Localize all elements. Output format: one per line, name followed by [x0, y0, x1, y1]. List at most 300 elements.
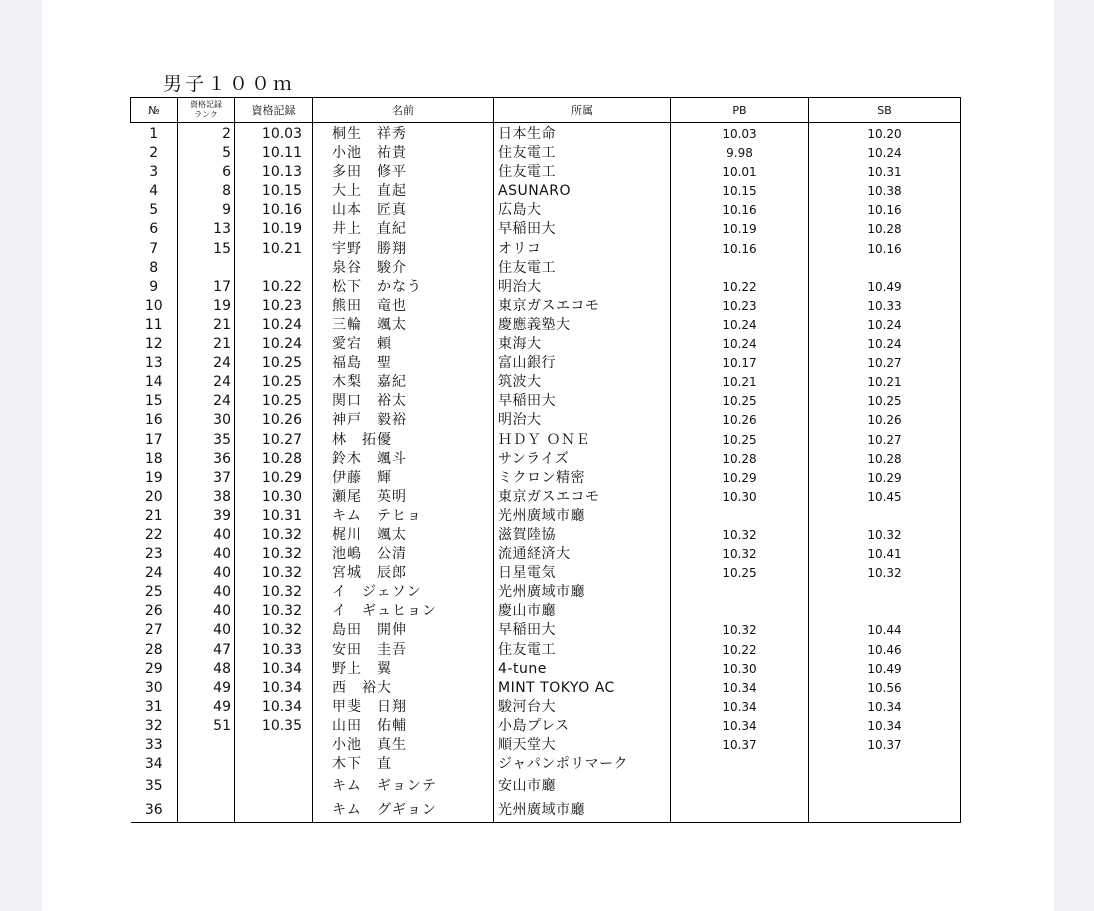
- table-row: [131, 182, 961, 201]
- cell-name: 西 裕大: [313, 679, 494, 698]
- table-row: [131, 259, 961, 278]
- cell-no: 6: [131, 220, 178, 239]
- table-row: [131, 717, 961, 736]
- cell-pb: 10.24: [671, 316, 809, 335]
- cell-record: 10.24: [235, 316, 313, 335]
- header-record: 資格記録: [235, 98, 313, 123]
- cell-team: 広島大: [494, 201, 671, 220]
- cell-sb: 10.33: [809, 297, 961, 316]
- cell-name: キム テヒョ: [313, 507, 494, 526]
- cell-sb: 10.26: [809, 411, 961, 430]
- cell-rank: 40: [178, 564, 235, 583]
- cell-pb: [671, 755, 809, 774]
- cell-team: 駿河台大: [494, 698, 671, 717]
- cell-sb: 10.28: [809, 220, 961, 239]
- cell-pb: 10.28: [671, 450, 809, 469]
- cell-team: 東海大: [494, 335, 671, 354]
- cell-sb: 10.45: [809, 488, 961, 507]
- cell-no: 21: [131, 507, 178, 526]
- cell-no: 29: [131, 660, 178, 679]
- cell-pb: 10.16: [671, 201, 809, 220]
- table-row: [131, 602, 961, 621]
- cell-sb: 10.56: [809, 679, 961, 698]
- cell-sb: 10.32: [809, 564, 961, 583]
- cell-name: 井上 直紀: [313, 220, 494, 239]
- cell-no: 26: [131, 602, 178, 621]
- cell-pb: 10.19: [671, 220, 809, 239]
- cell-rank: 24: [178, 392, 235, 411]
- cell-name: 桐生 祥秀: [313, 123, 494, 145]
- cell-team: 光州廣域市廳: [494, 798, 671, 823]
- cell-sb: 10.21: [809, 373, 961, 392]
- cell-no: 24: [131, 564, 178, 583]
- cell-rank: [178, 259, 235, 278]
- cell-no: 23: [131, 545, 178, 564]
- cell-rank: 40: [178, 583, 235, 602]
- table-row: [131, 144, 961, 163]
- cell-no: 17: [131, 431, 178, 450]
- cell-sb: 10.38: [809, 182, 961, 201]
- cell-record: 10.30: [235, 488, 313, 507]
- cell-record: 10.25: [235, 354, 313, 373]
- cell-sb: 10.34: [809, 698, 961, 717]
- cell-team: サンライズ: [494, 450, 671, 469]
- cell-pb: 10.25: [671, 564, 809, 583]
- cell-no: 30: [131, 679, 178, 698]
- cell-no: 28: [131, 641, 178, 660]
- cell-rank: 48: [178, 660, 235, 679]
- cell-rank: 49: [178, 679, 235, 698]
- table-row: [131, 278, 961, 297]
- cell-no: 13: [131, 354, 178, 373]
- cell-pb: 10.34: [671, 717, 809, 736]
- cell-record: [235, 755, 313, 774]
- table-row: [131, 755, 961, 774]
- table-row: [131, 354, 961, 373]
- cell-name: 瀬尾 英明: [313, 488, 494, 507]
- cell-pb: 10.26: [671, 411, 809, 430]
- cell-rank: 35: [178, 431, 235, 450]
- cell-pb: 10.23: [671, 297, 809, 316]
- cell-name: 多田 修平: [313, 163, 494, 182]
- table-row: [131, 373, 961, 392]
- header-no: №: [131, 98, 178, 123]
- cell-team: 富山銀行: [494, 354, 671, 373]
- cell-name: 伊藤 輝: [313, 469, 494, 488]
- table-row: [131, 488, 961, 507]
- cell-name: 山田 佑輔: [313, 717, 494, 736]
- cell-rank: 6: [178, 163, 235, 182]
- cell-record: 10.23: [235, 297, 313, 316]
- cell-name: 三輪 颯太: [313, 316, 494, 335]
- cell-rank: 24: [178, 373, 235, 392]
- cell-pb: 10.30: [671, 660, 809, 679]
- cell-sb: 10.41: [809, 545, 961, 564]
- cell-record: 10.32: [235, 545, 313, 564]
- cell-pb: 10.03: [671, 123, 809, 145]
- table-row: [131, 469, 961, 488]
- cell-no: 27: [131, 621, 178, 640]
- cell-name: 愛宕 頼: [313, 335, 494, 354]
- cell-pb: 10.24: [671, 335, 809, 354]
- cell-pb: 10.21: [671, 373, 809, 392]
- cell-team: 明治大: [494, 411, 671, 430]
- cell-rank: [178, 736, 235, 755]
- cell-name: 池嶋 公清: [313, 545, 494, 564]
- cell-no: 8: [131, 259, 178, 278]
- cell-name: イ ギュヒョン: [313, 602, 494, 621]
- cell-pb: 10.37: [671, 736, 809, 755]
- cell-sb: 10.24: [809, 335, 961, 354]
- cell-no: 2: [131, 144, 178, 163]
- cell-no: 25: [131, 583, 178, 602]
- cell-no: 7: [131, 240, 178, 259]
- cell-pb: 10.25: [671, 431, 809, 450]
- cell-team: 住友電工: [494, 144, 671, 163]
- cell-no: 9: [131, 278, 178, 297]
- cell-sb: 10.32: [809, 526, 961, 545]
- cell-sb: 10.27: [809, 431, 961, 450]
- table-row: [131, 564, 961, 583]
- cell-no: 12: [131, 335, 178, 354]
- cell-record: 10.15: [235, 182, 313, 201]
- cell-pb: 10.32: [671, 526, 809, 545]
- cell-no: 34: [131, 755, 178, 774]
- cell-sb: 10.27: [809, 354, 961, 373]
- table-row: [131, 736, 961, 755]
- cell-pb: 10.01: [671, 163, 809, 182]
- cell-no: 19: [131, 469, 178, 488]
- cell-pb: 10.29: [671, 469, 809, 488]
- table-row: [131, 297, 961, 316]
- cell-rank: 8: [178, 182, 235, 201]
- cell-name: 福島 聖: [313, 354, 494, 373]
- cell-team: 滋賀陸協: [494, 526, 671, 545]
- cell-record: 10.32: [235, 526, 313, 545]
- cell-pb: 10.30: [671, 488, 809, 507]
- cell-pb: 10.34: [671, 679, 809, 698]
- cell-pb: [671, 798, 809, 823]
- cell-team: 早稲田大: [494, 392, 671, 411]
- cell-no: 36: [131, 798, 178, 823]
- table-row: [131, 450, 961, 469]
- cell-team: 明治大: [494, 278, 671, 297]
- cell-record: 10.26: [235, 411, 313, 430]
- cell-name: キム ギョンテ: [313, 774, 494, 798]
- cell-pb: 9.98: [671, 144, 809, 163]
- cell-no: 31: [131, 698, 178, 717]
- cell-name: 山本 匠真: [313, 201, 494, 220]
- table-row: [131, 621, 961, 640]
- cell-name: 大上 直起: [313, 182, 494, 201]
- table-row: [131, 774, 961, 798]
- cell-no: 5: [131, 201, 178, 220]
- cell-team: 筑波大: [494, 373, 671, 392]
- cell-team: 日本生命: [494, 123, 671, 145]
- cell-record: [235, 774, 313, 798]
- cell-team: ＨＤＹ ＯＮＥ: [494, 431, 671, 450]
- cell-pb: 10.15: [671, 182, 809, 201]
- cell-pb: 10.22: [671, 278, 809, 297]
- cell-record: 10.25: [235, 392, 313, 411]
- table-row: [131, 240, 961, 259]
- cell-record: [235, 259, 313, 278]
- cell-rank: 17: [178, 278, 235, 297]
- cell-sb: 10.44: [809, 621, 961, 640]
- cell-name: 島田 開伸: [313, 621, 494, 640]
- cell-record: 10.33: [235, 641, 313, 660]
- cell-record: 10.35: [235, 717, 313, 736]
- cell-name: 宮城 辰郎: [313, 564, 494, 583]
- cell-sb: 10.31: [809, 163, 961, 182]
- cell-sb: [809, 602, 961, 621]
- cell-name: 神戸 毅裕: [313, 411, 494, 430]
- cell-team: 安山市廳: [494, 774, 671, 798]
- cell-no: 35: [131, 774, 178, 798]
- cell-record: 10.27: [235, 431, 313, 450]
- cell-name: 泉谷 駿介: [313, 259, 494, 278]
- cell-name: 関口 裕太: [313, 392, 494, 411]
- cell-rank: 36: [178, 450, 235, 469]
- table-row: [131, 316, 961, 335]
- cell-record: 10.28: [235, 450, 313, 469]
- cell-team: 光州廣域市廳: [494, 507, 671, 526]
- cell-name: 甲斐 日翔: [313, 698, 494, 717]
- cell-team: 順天堂大: [494, 736, 671, 755]
- table-row: [131, 392, 961, 411]
- cell-name: 松下 かなう: [313, 278, 494, 297]
- cell-team: 慶應義塾大: [494, 316, 671, 335]
- cell-rank: 37: [178, 469, 235, 488]
- cell-sb: 10.49: [809, 660, 961, 679]
- cell-team: ジャパンポリマーク: [494, 755, 671, 774]
- cell-record: [235, 736, 313, 755]
- cell-pb: 10.32: [671, 621, 809, 640]
- cell-no: 20: [131, 488, 178, 507]
- cell-rank: 39: [178, 507, 235, 526]
- cell-name: 林 拓優: [313, 431, 494, 450]
- cell-pb: [671, 259, 809, 278]
- cell-name: 安田 圭吾: [313, 641, 494, 660]
- cell-record: 10.19: [235, 220, 313, 239]
- cell-rank: 40: [178, 621, 235, 640]
- cell-name: キム グギョン: [313, 798, 494, 823]
- table-row: [131, 526, 961, 545]
- cell-name: 木梨 嘉紀: [313, 373, 494, 392]
- cell-record: 10.11: [235, 144, 313, 163]
- cell-sb: 10.28: [809, 450, 961, 469]
- cell-rank: [178, 798, 235, 823]
- table-row: [131, 641, 961, 660]
- cell-sb: 10.49: [809, 278, 961, 297]
- cell-name: 木下 直: [313, 755, 494, 774]
- cell-sb: 10.29: [809, 469, 961, 488]
- cell-pb: [671, 583, 809, 602]
- header-name: 名前: [313, 98, 494, 123]
- cell-no: 32: [131, 717, 178, 736]
- cell-rank: 2: [178, 123, 235, 145]
- cell-sb: 10.34: [809, 717, 961, 736]
- cell-sb: 10.24: [809, 316, 961, 335]
- cell-sb: [809, 259, 961, 278]
- cell-record: 10.32: [235, 602, 313, 621]
- cell-record: [235, 798, 313, 823]
- cell-record: 10.13: [235, 163, 313, 182]
- cell-team: 住友電工: [494, 259, 671, 278]
- cell-team: 東京ガスエコモ: [494, 488, 671, 507]
- cell-sb: 10.25: [809, 392, 961, 411]
- cell-pb: 10.34: [671, 698, 809, 717]
- cell-team: 流通経済大: [494, 545, 671, 564]
- table-row: [131, 163, 961, 182]
- cell-name: 小池 真生: [313, 736, 494, 755]
- cell-no: 18: [131, 450, 178, 469]
- cell-record: 10.25: [235, 373, 313, 392]
- cell-rank: 19: [178, 297, 235, 316]
- cell-sb: [809, 755, 961, 774]
- cell-rank: 40: [178, 526, 235, 545]
- cell-rank: 21: [178, 335, 235, 354]
- header-pb: PB: [671, 98, 809, 123]
- cell-name: 宇野 勝翔: [313, 240, 494, 259]
- table-row: [131, 545, 961, 564]
- table-row: [131, 411, 961, 430]
- cell-rank: 15: [178, 240, 235, 259]
- cell-sb: [809, 583, 961, 602]
- cell-rank: 30: [178, 411, 235, 430]
- cell-pb: 10.16: [671, 240, 809, 259]
- table-row: [131, 583, 961, 602]
- results-body: [131, 123, 961, 823]
- cell-record: 10.32: [235, 583, 313, 602]
- cell-no: 11: [131, 316, 178, 335]
- cell-team: 光州廣域市廳: [494, 583, 671, 602]
- cell-sb: 10.16: [809, 201, 961, 220]
- cell-record: 10.16: [235, 201, 313, 220]
- cell-rank: 47: [178, 641, 235, 660]
- cell-rank: 51: [178, 717, 235, 736]
- cell-record: 10.21: [235, 240, 313, 259]
- cell-name: 野上 翼: [313, 660, 494, 679]
- cell-team: 早稲田大: [494, 621, 671, 640]
- cell-record: 10.03: [235, 123, 313, 145]
- cell-no: 22: [131, 526, 178, 545]
- cell-team: 住友電工: [494, 163, 671, 182]
- cell-team: ミクロン精密: [494, 469, 671, 488]
- cell-sb: 10.37: [809, 736, 961, 755]
- cell-sb: [809, 507, 961, 526]
- cell-record: 10.31: [235, 507, 313, 526]
- cell-no: 10: [131, 297, 178, 316]
- cell-name: 小池 祐貴: [313, 144, 494, 163]
- cell-pb: [671, 602, 809, 621]
- cell-team: 小島プレス: [494, 717, 671, 736]
- table-row: [131, 431, 961, 450]
- cell-no: 16: [131, 411, 178, 430]
- cell-sb: 10.16: [809, 240, 961, 259]
- cell-rank: 21: [178, 316, 235, 335]
- cell-name: イ ジェソン: [313, 583, 494, 602]
- table-row: [131, 507, 961, 526]
- cell-rank: 5: [178, 144, 235, 163]
- cell-no: 15: [131, 392, 178, 411]
- cell-name: 鈴木 颯斗: [313, 450, 494, 469]
- cell-no: 33: [131, 736, 178, 755]
- table-row: [131, 220, 961, 239]
- cell-no: 3: [131, 163, 178, 182]
- cell-team: MINT TOKYO AC: [494, 679, 671, 698]
- cell-record: 10.34: [235, 679, 313, 698]
- table-row: [131, 660, 961, 679]
- cell-record: 10.34: [235, 660, 313, 679]
- table-row: [131, 201, 961, 220]
- cell-rank: 40: [178, 602, 235, 621]
- cell-rank: [178, 774, 235, 798]
- cell-team: オリコ: [494, 240, 671, 259]
- table-row: [131, 123, 961, 145]
- header-rank: [178, 98, 235, 123]
- cell-rank: 40: [178, 545, 235, 564]
- header-rank-label: 資格記録 ランク: [190, 100, 222, 119]
- cell-name: 熊田 竜也: [313, 297, 494, 316]
- cell-no: 4: [131, 182, 178, 201]
- results-table: [130, 97, 961, 823]
- cell-sb: 10.46: [809, 641, 961, 660]
- cell-rank: [178, 755, 235, 774]
- table-row: [131, 798, 961, 823]
- cell-team: 住友電工: [494, 641, 671, 660]
- cell-record: 10.29: [235, 469, 313, 488]
- table-row: [131, 679, 961, 698]
- cell-team: 日星電気: [494, 564, 671, 583]
- cell-pb: [671, 507, 809, 526]
- cell-rank: 13: [178, 220, 235, 239]
- cell-sb: [809, 774, 961, 798]
- cell-team: 東京ガスエコモ: [494, 297, 671, 316]
- header-sb: SB: [809, 98, 961, 123]
- cell-rank: 49: [178, 698, 235, 717]
- cell-record: 10.22: [235, 278, 313, 297]
- cell-sb: 10.24: [809, 144, 961, 163]
- cell-rank: 38: [178, 488, 235, 507]
- cell-team: ASUNARO: [494, 182, 671, 201]
- header-team: 所属: [494, 98, 671, 123]
- cell-sb: [809, 798, 961, 823]
- cell-record: 10.24: [235, 335, 313, 354]
- page-title: 男子１００ｍ: [163, 73, 296, 95]
- cell-no: 14: [131, 373, 178, 392]
- cell-pb: [671, 774, 809, 798]
- cell-sb: 10.20: [809, 123, 961, 145]
- cell-team: 4-tune: [494, 660, 671, 679]
- cell-rank: 9: [178, 201, 235, 220]
- table-row: [131, 698, 961, 717]
- cell-pb: 10.32: [671, 545, 809, 564]
- header-row: [131, 98, 961, 123]
- cell-record: 10.32: [235, 621, 313, 640]
- cell-pb: 10.17: [671, 354, 809, 373]
- cell-team: 慶山市廳: [494, 602, 671, 621]
- cell-pb: 10.22: [671, 641, 809, 660]
- cell-pb: 10.25: [671, 392, 809, 411]
- cell-name: 梶川 颯太: [313, 526, 494, 545]
- cell-rank: 24: [178, 354, 235, 373]
- cell-record: 10.34: [235, 698, 313, 717]
- cell-no: 1: [131, 123, 178, 145]
- table-row: [131, 335, 961, 354]
- cell-team: 早稲田大: [494, 220, 671, 239]
- cell-record: 10.32: [235, 564, 313, 583]
